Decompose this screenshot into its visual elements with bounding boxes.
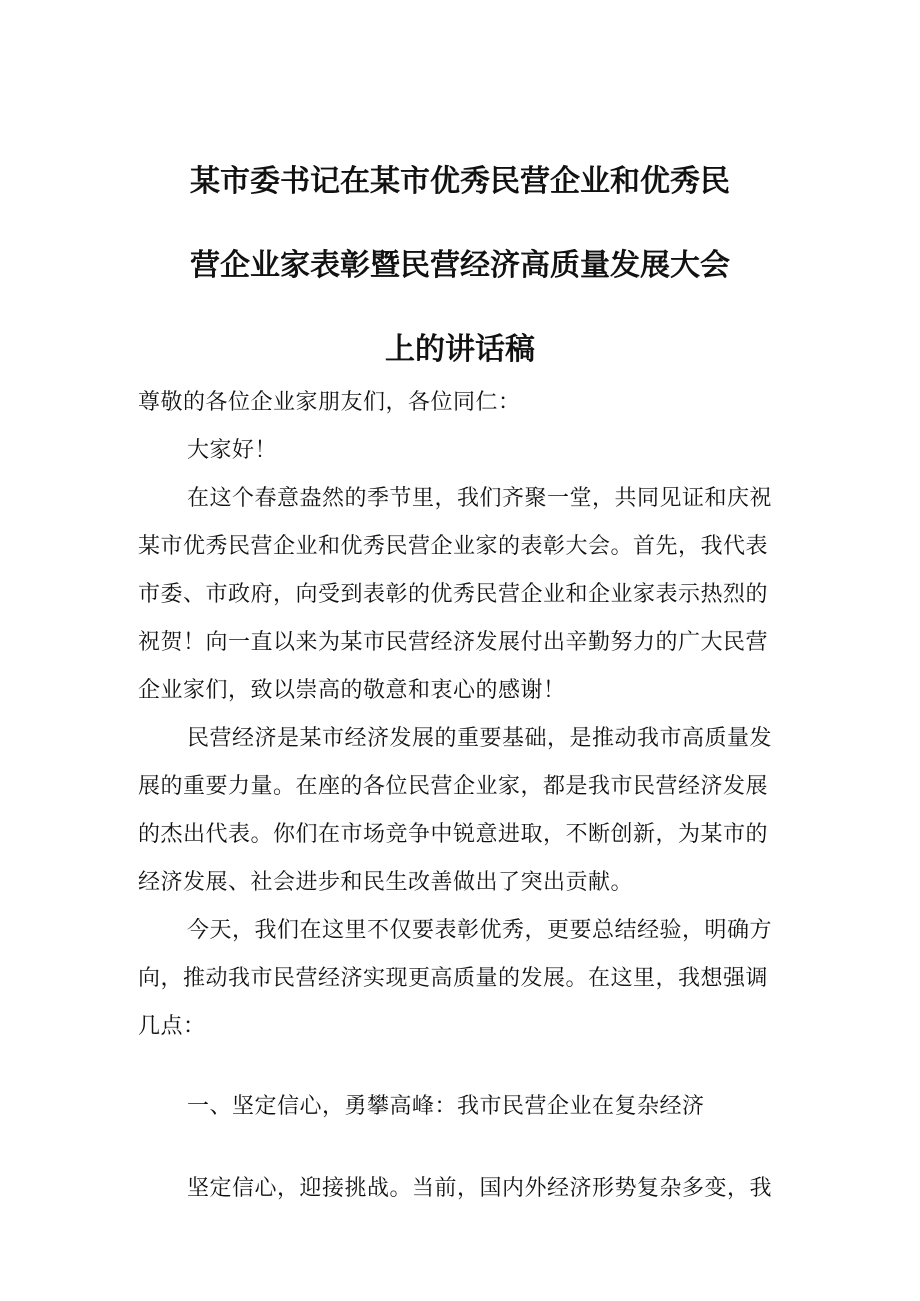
paragraph-line: 坚定信心，迎接挑战。当前，国内外经济形势复杂多变，我 [187, 1176, 773, 1201]
document-title-line-2: 营企业家表彰暨民营经济高质量发展大会 [190, 248, 730, 283]
paragraph-line: 向，推动我市民营经济实现更高质量的发展。在这里，我想强调 [138, 966, 769, 991]
spacer [138, 1051, 798, 1083]
section-heading-1: 一、坚定信心，勇攀高峰：我市民营企业在复杂经济 [187, 1094, 705, 1119]
paragraph-2 [138, 715, 798, 907]
paragraph-4 [138, 1165, 798, 1213]
paragraph-line: 企业家们，致以崇高的敬意和衷心的感谢！ [138, 678, 566, 703]
spacer [138, 1131, 798, 1165]
paragraph-1 [138, 475, 798, 715]
paragraph-line: 民营经济是某市经济发展的重要基础，是推动我市高质量发 [187, 726, 773, 751]
paragraph-line: 今天，我们在这里不仅要表彰优秀，更要总结经验，明确方 [187, 918, 773, 943]
salutation: 尊敬的各位企业家朋友们，各位同仁： [138, 390, 521, 415]
paragraph-line: 的杰出代表。你们在市场竞争中锐意进取，不断创新，为某市的 [138, 822, 769, 847]
document-body [138, 379, 798, 1213]
paragraph-line: 祝贺！向一直以来为某市民营经济发展付出辛勤努力的广大民营 [138, 630, 769, 655]
document-title-line-3: 上的讲话稿 [385, 332, 535, 367]
paragraph-line: 几点： [138, 1014, 206, 1039]
greeting: 大家好！ [187, 438, 278, 463]
paragraph-line: 某市优秀民营企业和优秀民营企业家的表彰大会。首先，我代表 [138, 534, 769, 559]
paragraph-line: 经济发展、社会进步和民生改善做出了突出贡献。 [138, 870, 634, 895]
paragraph-line: 在这个春意盎然的季节里，我们齐聚一堂，共同见证和庆祝 [187, 486, 773, 511]
paragraph-line: 展的重要力量。在座的各位民营企业家，都是我市民营经济发展 [138, 774, 769, 799]
paragraph-3 [138, 907, 798, 1051]
document-title-line-1: 某市委书记在某市优秀民营企业和优秀民 [190, 164, 730, 199]
paragraph-line: 市委、市政府，向受到表彰的优秀民营企业和企业家表示热烈的 [138, 582, 769, 607]
